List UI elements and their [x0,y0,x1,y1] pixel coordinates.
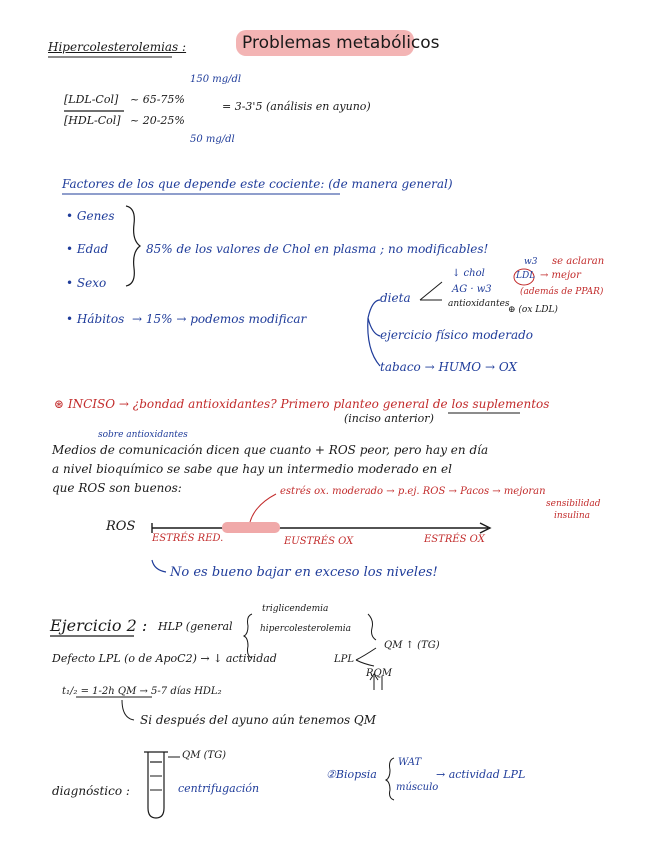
habitos-arrow: → 15% → podemos modificar [132,312,307,326]
inciso-title2: (inciso anterior) [344,412,434,425]
lpl-label: LPL [334,654,355,665]
wat-label: WAT [398,757,422,768]
inciso-title: ⊛ INCISO → ¿bondad antioxidantes? Primero planteo general de los suplementos [54,397,550,411]
trigliceridemia: triglicendemia [262,604,329,614]
ratio-result: = 3-3'5 (análisis en ayuno) [222,100,371,113]
sobre-antiox: sobre antioxidantes [98,430,188,440]
ayuno-note: Si después del ayuno aún tenemos QM [140,713,377,727]
chol-label: ↓ chol [452,268,485,279]
ldl-mg: 150 mg/dl [190,74,242,85]
factor-habitos: • Hábitos [66,312,125,326]
actividad-lpl: → actividad LPL [436,768,526,781]
qm-tg-tube: QM (TG) [182,750,227,761]
dieta-label: dieta [380,291,411,305]
ox-ldl: ⊕ (ox LDL) [508,305,558,315]
hdl-mg: 50 mg/dl [190,134,235,145]
estres-moderado: estrés ox. moderado → p.ej. ROS → Pacos → mejoran [280,486,546,497]
ldl-term: [LDL-Col] [64,93,119,106]
factor-sexo: • Sexo [66,276,107,290]
estres-ox: ESTRÉS OX [424,534,485,545]
ademas-ppar: (además de PPAR) [520,287,604,297]
se-aclaran: se aclaran [552,256,605,267]
sensibilidad: sensibilidad [546,499,601,509]
hdl-term: [HDL-Col] [64,114,121,127]
hipercolesterolemia: hipercolesterolemia [260,624,351,634]
inciso-line1: Medios de comunicación dicen que cuanto + ROS peor, pero hay en día [52,443,489,457]
factores-heading: Factores de los que depende este cociente: (de manera general) [62,177,453,191]
ldl-pct: ~ 65-75% [130,93,185,106]
musculo-label: músculo [396,782,439,793]
tabaco-label: tabaco → HUMO → OX [380,360,517,374]
ag-w3-label: AG · w3 [452,284,492,295]
factor-genes: • Genes [66,209,115,223]
page-title: Problemas metabólicos [242,33,440,53]
hlp-label: HLP (general [158,620,233,633]
rqm-label: RQM [366,668,392,679]
factor-edad: • Edad [66,242,109,256]
conclusion: No es bueno bajar en exceso los niveles! [170,565,438,580]
w3-small: w3 [524,257,538,267]
estres-red: ESTRÉS RED. [152,533,224,544]
inciso-line3: que ROS son buenos: [52,481,182,495]
ldl-circle-label: LDL [516,271,536,281]
eustres-ox: EUSTRÉS OX [284,536,354,547]
ejercicio-label: ejercicio físico moderado [380,328,534,342]
insulina: insulina [554,511,591,521]
inciso-line2: a nivel bioquímico se sabe que hay un intermedio moderado en el [52,462,452,476]
diagnostico-label: diagnóstico : [52,784,130,798]
centrifugacion: centrifugación [178,782,260,795]
defecto-lpl: Defecto LPL (o de ApoC2) → ↓ actividad [52,652,277,665]
topic-label: Hipercolesterolemias : [48,40,187,54]
note-85: 85% de los valores de Chol en plasma ; no modificables! [146,242,489,256]
qm-tg: QM ↑ (TG) [384,640,440,651]
ros-axis-label: ROS [106,519,136,534]
t-half: t₁/₂ = 1-2h QM → 5-7 días HDL₂ [62,686,222,697]
biopsia: ②Biopsia [326,768,377,781]
hdl-pct: ~ 20-25% [130,114,185,127]
mejor: → mejor [540,270,581,281]
antiox-label: antioxidantes [448,299,510,309]
ejercicio2-title: Ejercicio 2 : [50,616,148,635]
